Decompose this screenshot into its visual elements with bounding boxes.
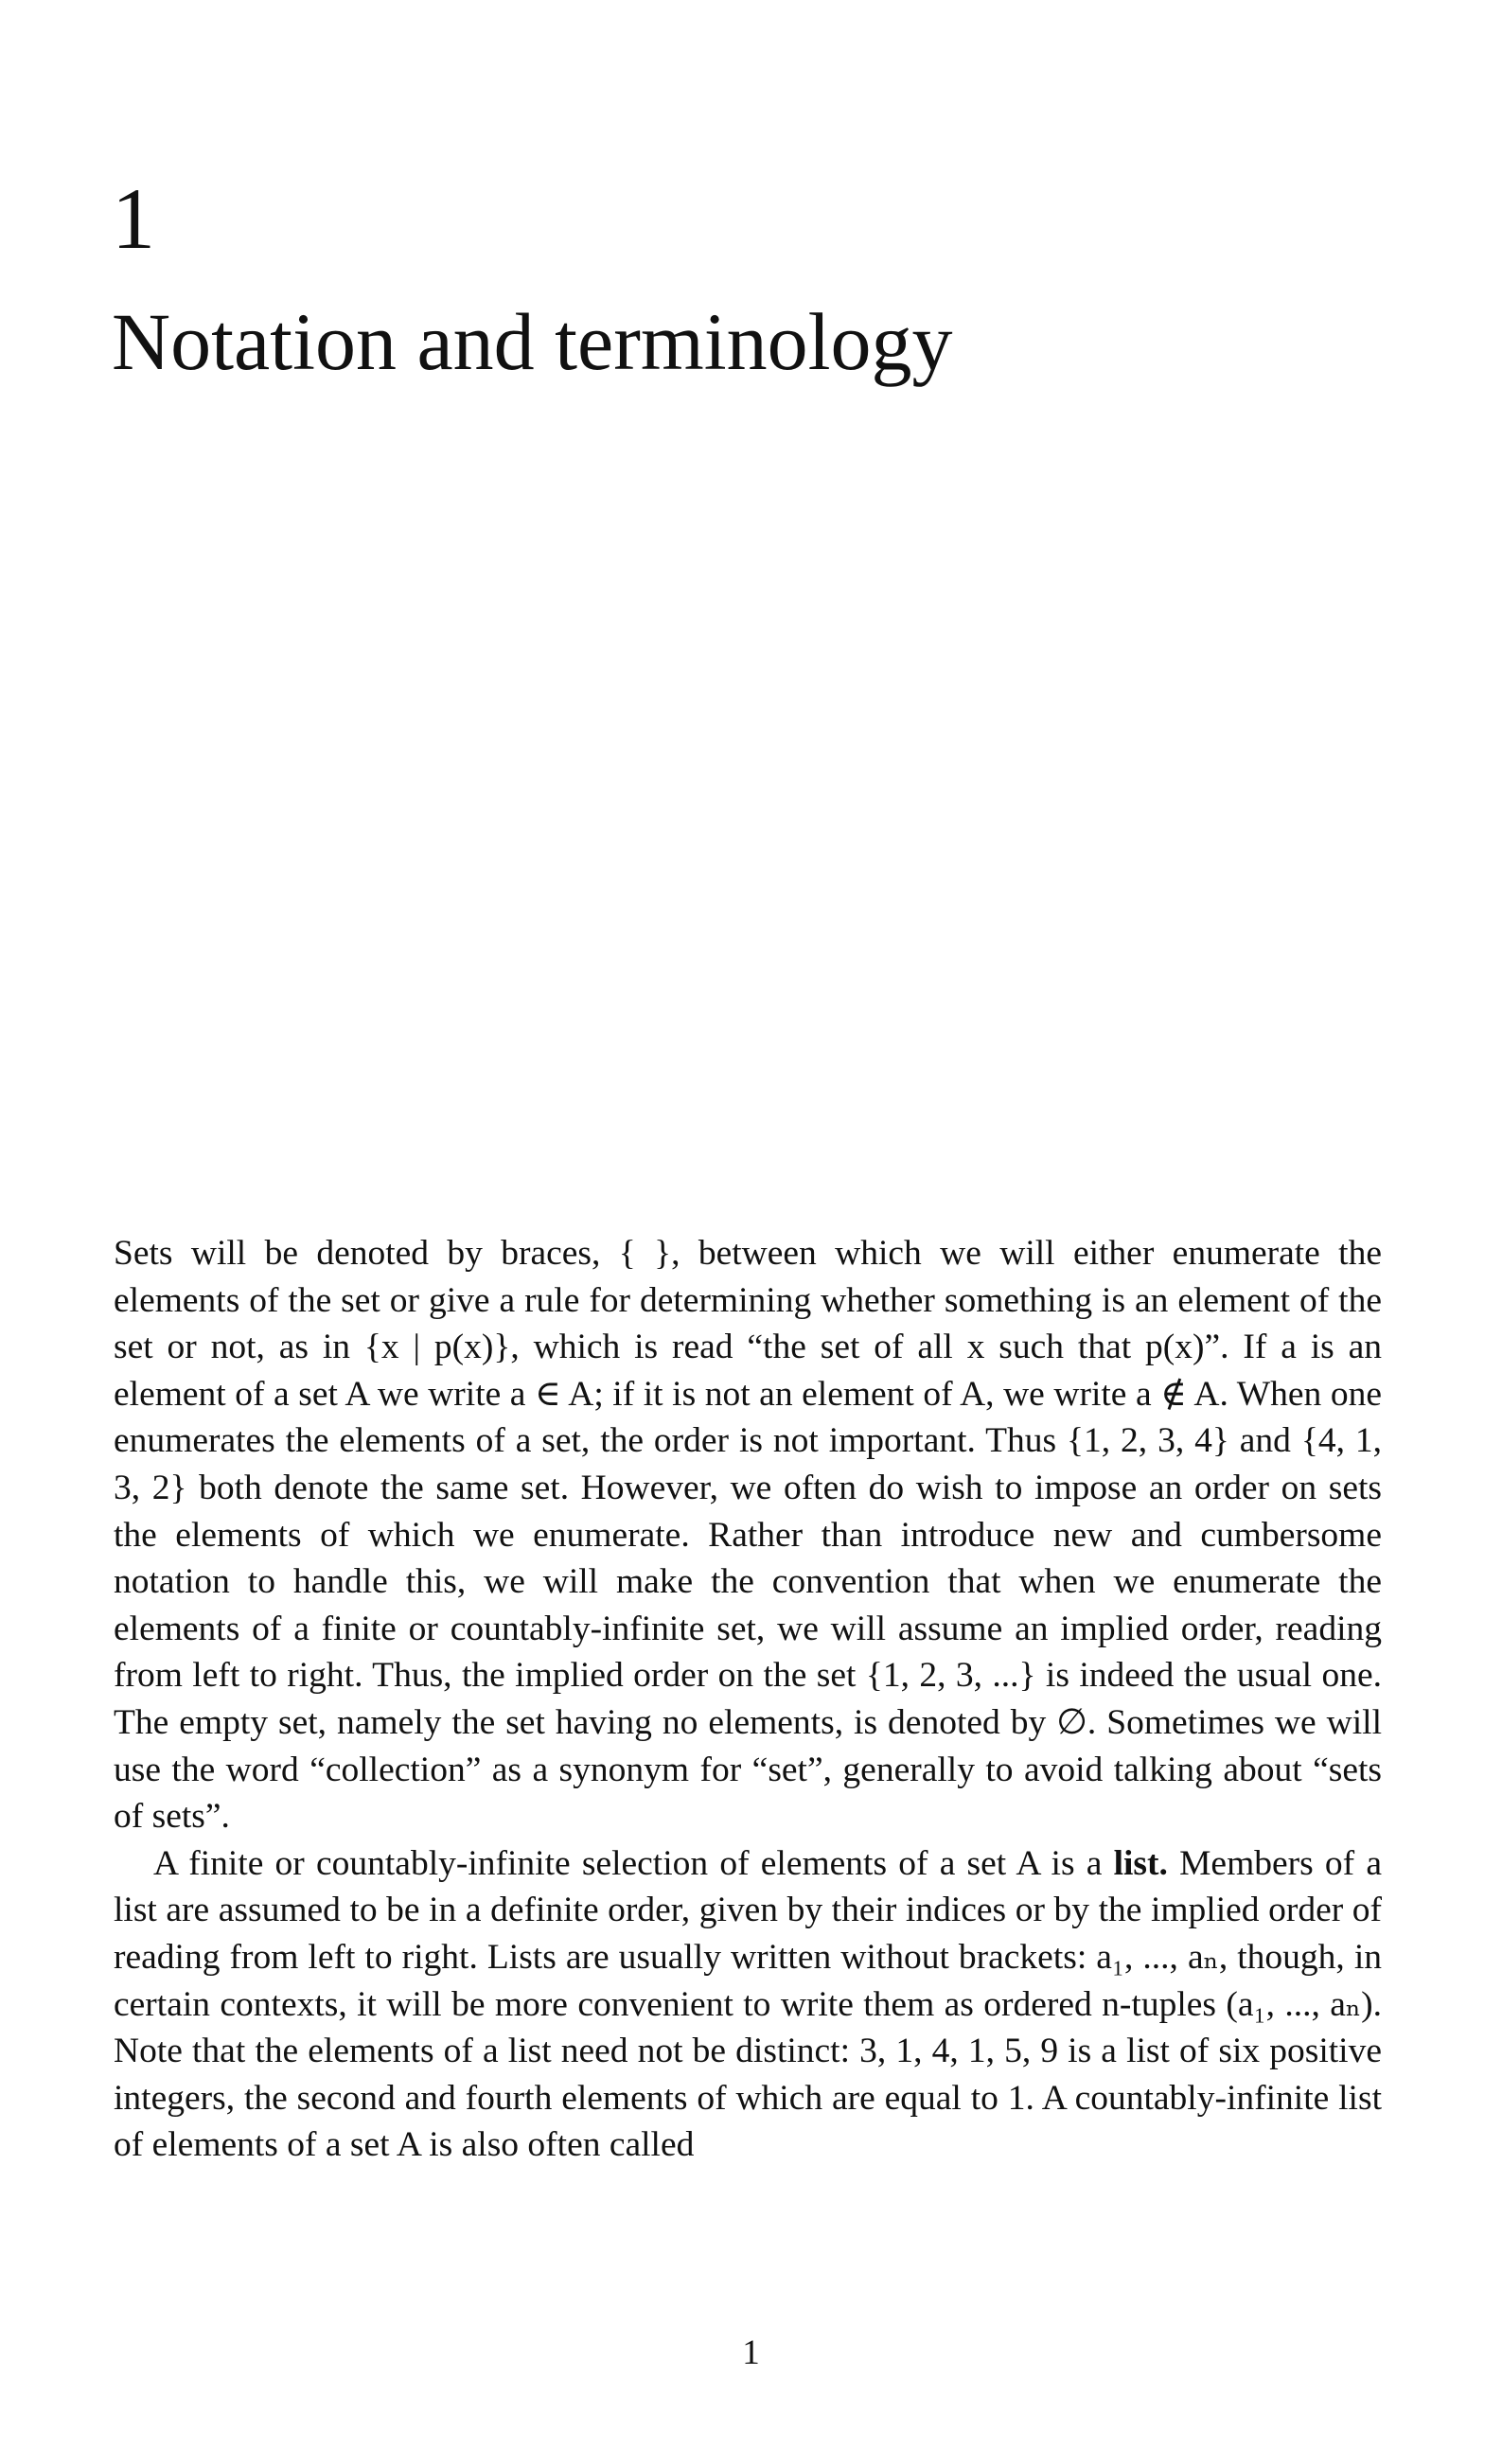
paragraph-sets (114, 1230, 1382, 1840)
chapter-number: 1 (112, 170, 155, 267)
paragraph-text: Sets will be denoted by braces, { }, between which we will either enumerate the elements of the set or give a rule for determining whether something is an element of the set or not, as in {x | p(x)}, which is read “the set of all x such that p(x)”. If a is an element of a set A we write a ∈ A; if it is not an element of A, we write a ∉ A. When one enumerates the elements of a set, the order is not important. Thus {1, 2, 3, 4} and {4, 1, 3, 2} both denote the same set. However, we often do wish to impose an order on sets the elements of which we enumerate. Rather than introduce new and cumbersome notation to handle this, we will make the convention that when we enumerate the elements of a finite or countably-infinite set, we will assume an implied order, reading from left to right. Thus, the implied order on the set {1, 2, 3, ...} is indeed the usual one. The empty set, namely the set having no elements, is denoted by ∅. Sometimes we will use the word “collection” as a synonym for “set”, generally to avoid talking about “sets of sets”. (114, 1234, 1382, 1837)
paragraph-text: A finite or countably-infinite selection of elements of a set A is a (153, 1843, 1114, 1883)
body-text (114, 1230, 1382, 2169)
term-list: list. (1113, 1843, 1168, 1883)
page-number: 1 (742, 2333, 760, 2372)
chapter-title: Notation and terminology (112, 296, 953, 387)
paragraph-lists (114, 1840, 1382, 2169)
paragraph-text: Members of a list are assumed to be in a definite order, given by their indices or by the implied order of reading from left to right. Lists are usually written without brackets: a₁, ..., aₙ, though, in certain contexts, it will be more convenient to write them as ordered n-tuples (a₁, ..., aₙ). Note that the elements of a list need not be distinct: 3, 1, 4, 1, 5, 9 is a list of six positive integers, the second and fourth elements of which are equal to 1. A countably-infinite list of elements of a set A is also often called (114, 1843, 1383, 2165)
